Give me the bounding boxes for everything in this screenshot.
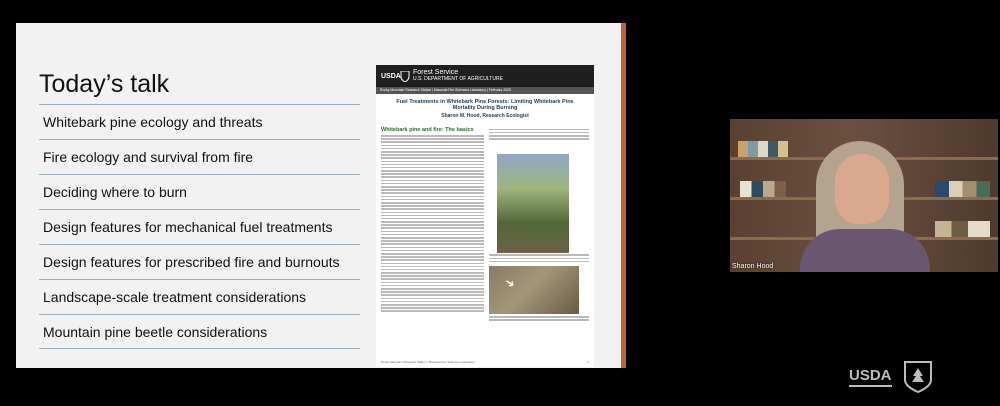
- document-thumbnail: [376, 65, 594, 367]
- doc-left-column: [381, 127, 484, 314]
- doc-page-number: 1: [587, 360, 589, 364]
- agenda-item: Mountain pine beetle considerations: [39, 314, 360, 349]
- agency-title: Forest Service: [413, 69, 459, 76]
- logos: [849, 360, 934, 394]
- doc-footer: [381, 360, 589, 364]
- agenda-item: Whitebark pine ecology and threats: [39, 104, 360, 139]
- agenda-item: Landscape-scale treatment considerations: [39, 279, 360, 314]
- doc-title: Fuel Treatments in Whitebark Pine Forests: Limiting Whitebark Pine Mortality During Burning: [396, 99, 574, 111]
- presenter-face: [835, 154, 889, 224]
- doc-section-heading: Whitebark pine and fire: The basics: [381, 127, 474, 133]
- agenda-item: Deciding where to burn: [39, 174, 360, 209]
- bark-photo: ➜: [489, 266, 579, 314]
- station-line: Rocky Mountain Research Station | Missoula Fire Sciences Laboratory | February 2025: [376, 87, 594, 94]
- presenter-body: [800, 229, 930, 272]
- slide-title: Today’s talk: [39, 70, 170, 98]
- doc-author: Sharon M. Hood, Research Ecologist: [441, 113, 529, 119]
- doc-footer-text: Rocky Mountain Research Station | Missoula Fire Sciences Laboratory: [381, 360, 475, 364]
- presentation-slide: [16, 23, 626, 368]
- webcam-video: [730, 119, 998, 272]
- doc-right-column: [489, 127, 589, 322]
- department-name: U.S. DEPARTMENT OF AGRICULTURE: [413, 76, 503, 82]
- forest-service-shield-icon: [400, 71, 410, 82]
- usda-mark: USDA: [381, 72, 401, 80]
- agenda-list: [39, 104, 360, 349]
- slide-accent-bar: [621, 23, 626, 368]
- agency-name: [413, 70, 503, 82]
- agenda-item: Design features for mechanical fuel treatments: [39, 209, 360, 244]
- forest-service-logo-icon: [902, 360, 934, 394]
- agenda-item: Fire ecology and survival from fire: [39, 139, 360, 174]
- participant-name-label: Sharon Hood: [732, 263, 774, 270]
- doc-header: [376, 65, 594, 87]
- usda-logo: USDA: [849, 368, 892, 387]
- agenda-item: Design features for prescribed fire and burnouts: [39, 244, 360, 279]
- tree-photo: [497, 154, 569, 253]
